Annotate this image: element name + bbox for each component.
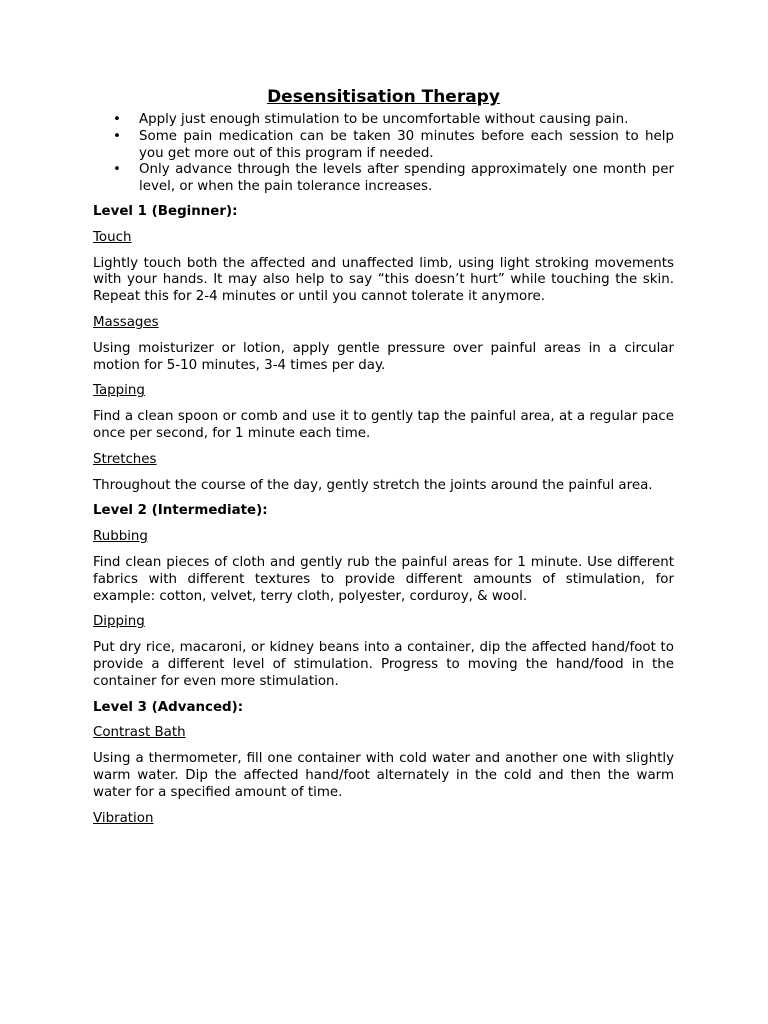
guideline-item bbox=[93, 162, 674, 196]
bullet-icon: • bbox=[113, 128, 121, 144]
guideline-text: Apply just enough stimulation to be uncomfortable without causing pain. bbox=[139, 112, 629, 127]
section-text-rubbing: Find clean pieces of cloth and gently rub the painful areas for 1 minute. Use different fabrics with different textures to provide different amounts of stimulation, for example: cotton, velvet, terry cloth, polyester, corduroy, & wool. bbox=[93, 554, 674, 604]
guideline-text: Some pain medication can be taken 30 minutes before each session to help you get more out of this program if needed. bbox=[139, 128, 674, 161]
section-text-stretches: Throughout the course of the day, gently stretch the joints around the painful area. bbox=[93, 477, 653, 493]
bullet-icon: • bbox=[113, 112, 121, 127]
document-body bbox=[93, 86, 674, 836]
section-heading-dipping: Dipping bbox=[93, 614, 145, 630]
section-heading-vibration: Vibration bbox=[93, 810, 154, 826]
guideline-item bbox=[93, 129, 674, 163]
section-heading-touch: Touch bbox=[93, 229, 132, 245]
bullet-icon: • bbox=[113, 162, 121, 178]
level-1-heading: Level 1 (Beginner): bbox=[93, 203, 238, 219]
guidelines-list bbox=[93, 112, 674, 196]
section-heading-tapping: Tapping bbox=[93, 383, 145, 399]
section-heading-massages: Massages bbox=[93, 314, 159, 330]
section-heading-contrast-bath: Contrast Bath bbox=[93, 725, 186, 741]
section-text-dipping: Put dry rice, macaroni, or kidney beans into a container, dip the affected hand/foot to provide a different level of stimulation. Progress to moving the hand/food in the container for even more stimulation. bbox=[93, 640, 674, 689]
document-title: Desensitisation Therapy bbox=[267, 87, 500, 107]
section-text-touch: Lightly touch both the affected and unaffected limb, using light stroking movements with your hands. It may also help to say “this doesn’t hurt” while touching the skin. Repeat this for 2-4 minutes or until you cannot tolerate it anymore. bbox=[93, 255, 674, 305]
level-3-heading: Level 3 (Advanced): bbox=[93, 699, 244, 715]
section-heading-rubbing: Rubbing bbox=[93, 529, 148, 545]
section-text-massages: Using moisturizer or lotion, apply gentle pressure over painful areas in a circular motion for 5-10 minutes, 3-4 times per day. bbox=[93, 340, 674, 373]
guideline-item bbox=[93, 112, 674, 129]
guideline-text: Only advance through the levels after spending approximately one month per level, or when the pain tolerance increases. bbox=[139, 162, 674, 195]
section-heading-stretches: Stretches bbox=[93, 451, 157, 467]
level-2-heading: Level 2 (Intermediate): bbox=[93, 503, 268, 519]
section-text-tapping: Find a clean spoon or comb and use it to gently tap the painful area, at a regular pace once per second, for 1 minute each time. bbox=[93, 409, 674, 441]
section-text-contrast-bath: Using a thermometer, fill one container with cold water and another one with slightly warm water. Dip the affected hand/foot alternately in the cold and then the warm water for a specified amount of time. bbox=[93, 751, 674, 800]
